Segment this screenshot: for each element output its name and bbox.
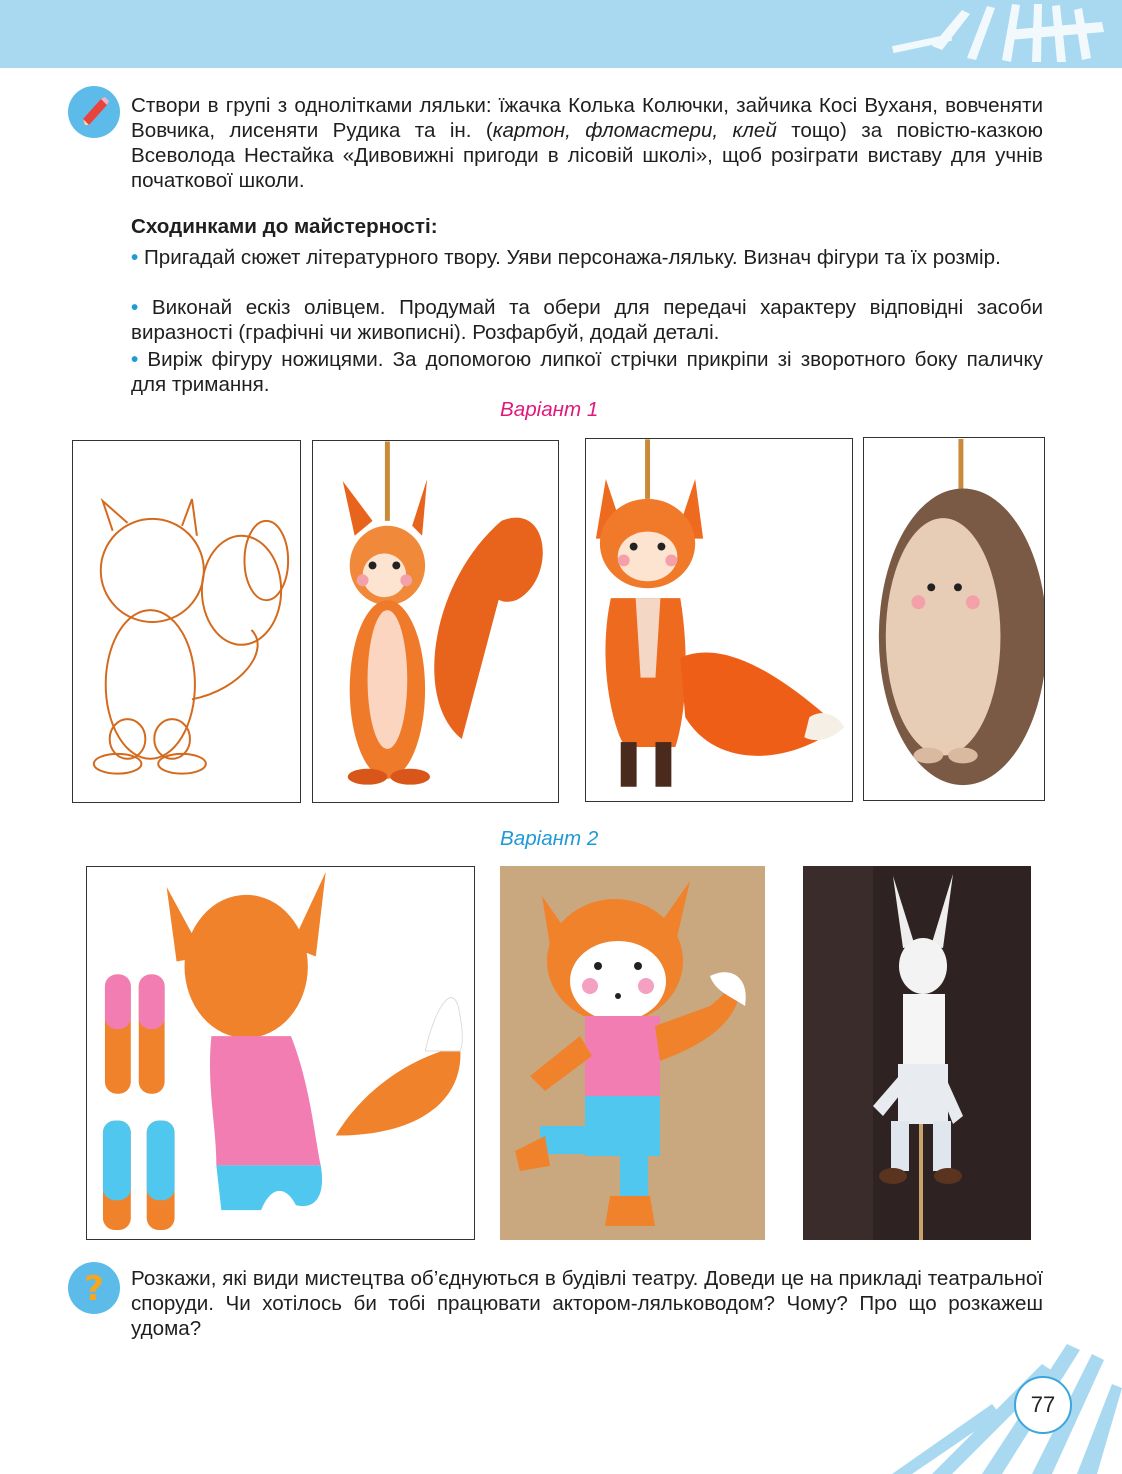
squirrel-puppet-image <box>312 440 559 803</box>
steps-heading: Сходинками до майстерності: <box>131 215 438 238</box>
svg-text:?: ? <box>84 1269 104 1308</box>
question-icon <box>68 1262 120 1314</box>
step-1: • Пригадай сюжет літературного твору. Уяви персонажа-ляльку. Визнач фігури та їх розмір. <box>131 246 1001 269</box>
hare-puppet-photo <box>803 866 1031 1240</box>
step-2: • Виконай ескіз олівцем. Продумай та обери для передачі характеру відповідні засоби виразності (графічні чи живописні). Розфарбуй, додай деталі. <box>131 296 1043 344</box>
variant-2-label: Варіант 2 <box>500 827 599 850</box>
fox-jointed-puppet-image <box>500 866 765 1240</box>
fox-puppet-image <box>585 438 853 802</box>
variant-1-label: Варіант 1 <box>500 398 599 421</box>
pencils-decoration-top <box>702 0 1122 68</box>
task-paragraph: Створи в групі з однолітками ляльки: їжачка Колька Колючки, зайчика Косі Вуханя, вовченяти Вовчика, лисеняти Рудика та ін. (картон, фломастери, клей тощо) за повістю-казкою Всеволода Нестайка «Дивовижні пригоди в лісовій школі», щоб розіграти виставу для учнів початкової школи. <box>131 94 1043 192</box>
squirrel-sketch-image <box>72 440 301 803</box>
page-number: 77 <box>1014 1376 1072 1434</box>
step-3: • Виріж фігуру ножицями. За допомогою липкої стрічки прикріпи зі зворотного боку паличку для тримання. <box>131 348 1043 396</box>
question-paragraph: Розкажи, які види мистецтва об’єднуються в будівлі театру. Доведи це на прикладі театральної споруди. Чи хотілось би тобі працювати актором-ляльководом? Чому? Про що розкажеш удома? <box>131 1267 1043 1340</box>
pencil-icon <box>68 86 120 138</box>
hedgehog-puppet-image <box>863 437 1045 801</box>
fox-parts-image <box>86 866 475 1240</box>
